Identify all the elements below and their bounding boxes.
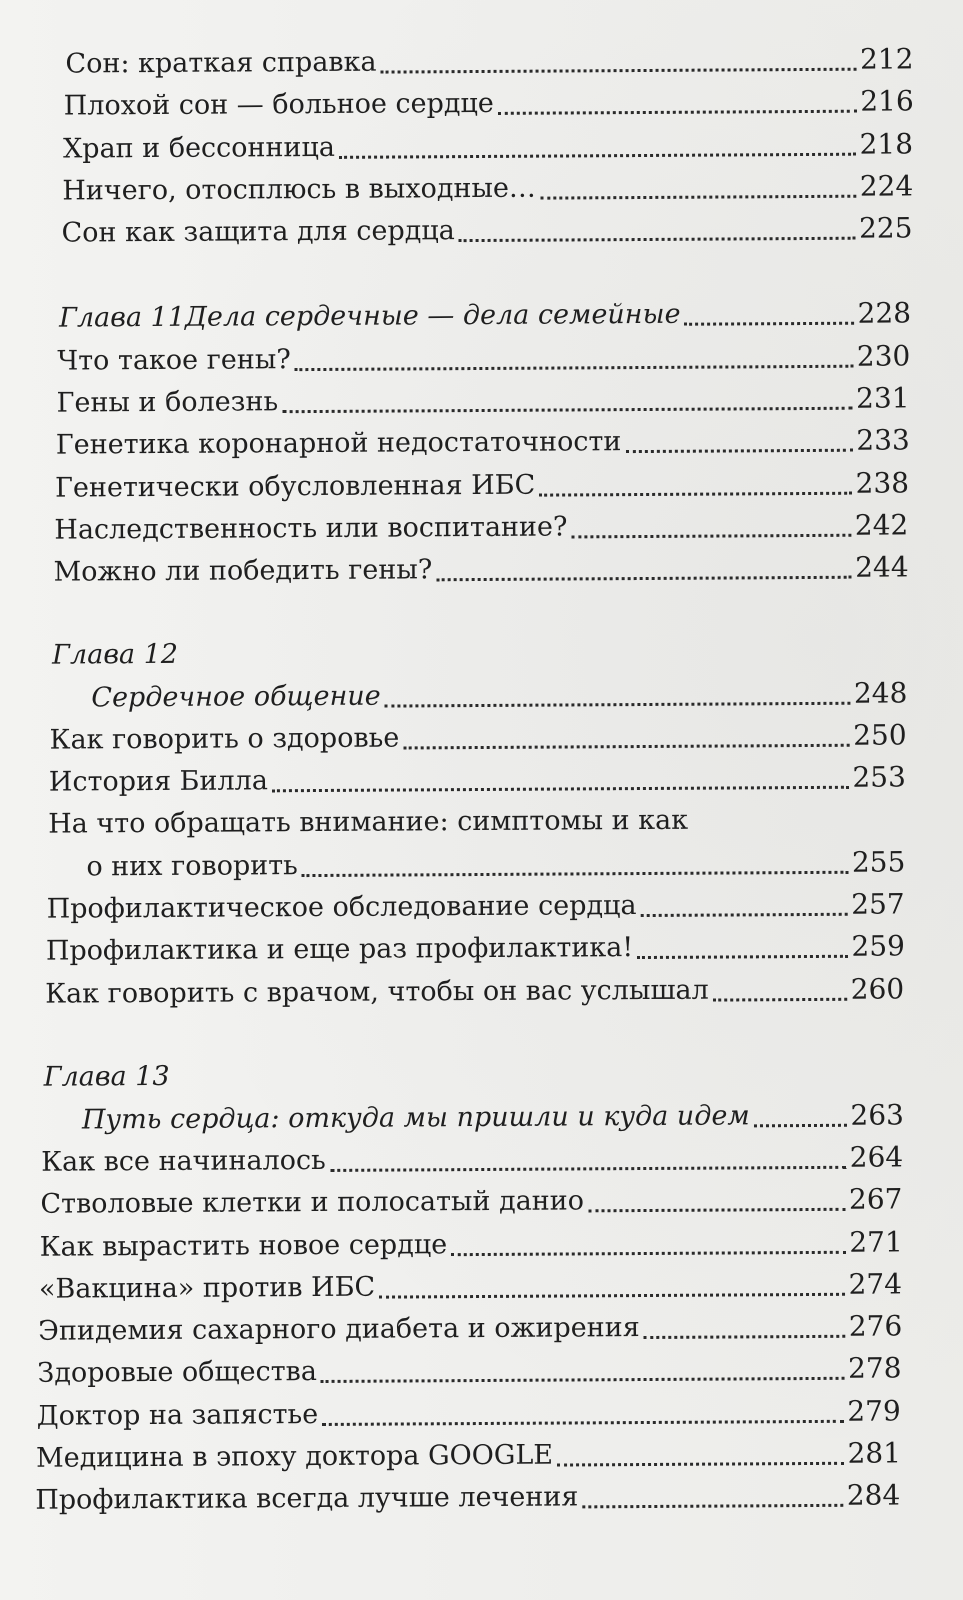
- dot-leader: [641, 912, 848, 917]
- toc-entry-title: Генетически обусловленная ИБС: [54, 469, 536, 504]
- toc-page-number: 216: [860, 84, 914, 118]
- dot-leader: [302, 870, 848, 877]
- dot-leader: [381, 67, 857, 74]
- toc-page-number: 250: [853, 718, 907, 752]
- toc-page-number: 233: [856, 423, 910, 457]
- chapter-13-title: Путь сердца: откуда мы пришли и куда идем: [81, 1100, 750, 1136]
- toc-entry: [86, 842, 905, 887]
- toc-entry: [45, 969, 904, 1014]
- toc-entry: [37, 1348, 901, 1393]
- toc-entry: [49, 757, 906, 802]
- toc-page-number: 231: [855, 381, 910, 415]
- toc-entry: [56, 378, 909, 423]
- toc-entry-title: Здоровые общества: [37, 1356, 318, 1389]
- dot-leader: [540, 194, 856, 200]
- dot-leader: [330, 1165, 846, 1172]
- toc-page-number: 244: [855, 550, 909, 584]
- toc-entry-title: Как говорить о здоровье: [49, 722, 400, 756]
- toc-entry: [38, 1306, 902, 1351]
- dot-leader: [572, 533, 851, 539]
- chapter-12-title: Сердечное общение: [91, 680, 381, 714]
- toc-entry: [53, 547, 908, 592]
- dot-leader: [588, 1207, 845, 1213]
- toc-entry-title: Храп и бессонница: [62, 131, 336, 165]
- toc-entry: [54, 505, 908, 550]
- toc-page-number: 248: [853, 676, 908, 710]
- toc-entry: [35, 1475, 900, 1520]
- dot-leader: [754, 1123, 847, 1128]
- toc-entry: [46, 926, 905, 971]
- dot-leader: [321, 1376, 844, 1383]
- toc-entry-title: Профилактика и еще раз профилактика!: [45, 932, 634, 967]
- toc-page-number: 276: [848, 1309, 903, 1343]
- toc-page-number: 281: [847, 1436, 902, 1470]
- dot-leader: [625, 448, 852, 453]
- chapter-13-heading: Глава 13: [43, 1060, 170, 1093]
- toc-entry-title: Генетика коронарной недостаточности: [55, 426, 622, 461]
- dot-leader: [339, 152, 856, 159]
- toc-page-number: 255: [851, 845, 906, 879]
- toc-page-number: 271: [849, 1225, 903, 1259]
- toc-page-number: 284: [846, 1478, 901, 1512]
- toc-entry: [61, 208, 912, 253]
- chapter-13-entry: [82, 1095, 904, 1140]
- toc-entry-title: Эпидемия сахарного диабета и ожирения: [38, 1312, 640, 1347]
- toc-entry: [57, 336, 910, 381]
- toc-page-number: 274: [848, 1267, 903, 1301]
- toc-page-number: 259: [851, 929, 906, 963]
- toc-entry-title: Наследственность или воспитание?: [54, 511, 568, 546]
- dot-leader: [644, 1334, 845, 1339]
- dot-leader: [436, 575, 851, 582]
- toc-entry: [36, 1433, 901, 1478]
- toc-page-number: 230: [856, 339, 911, 373]
- toc-entry: [65, 39, 913, 84]
- toc-entry-title: Ничего, отосплюсь в выходные…: [62, 172, 536, 207]
- toc-entry-title: Медицина в эпоху доктора GOOGLE: [35, 1439, 554, 1474]
- toc-entry-title: Сон как защита для сердца: [61, 215, 455, 249]
- toc-entry: [39, 1264, 902, 1309]
- dot-leader: [451, 1250, 845, 1256]
- chapter-12-entry: [91, 673, 907, 718]
- toc-entry-title: Профилактика всегда лучше лечения: [35, 1481, 579, 1516]
- toc-page-number: 263: [850, 1098, 905, 1132]
- dot-leader: [685, 321, 854, 326]
- dot-leader: [498, 109, 856, 115]
- toc-entry: [50, 715, 907, 760]
- toc-entry-title: Сон: краткая справка: [65, 46, 377, 80]
- toc-entry-title: «Вакцина» против ИБС: [38, 1271, 376, 1305]
- dot-leader: [557, 1461, 843, 1467]
- toc-entry: [40, 1222, 903, 1267]
- toc-page-number: 228: [857, 296, 912, 330]
- chapter-12-heading: Глава 12: [52, 638, 179, 671]
- dot-leader: [459, 236, 855, 242]
- toc-entry-title: Профилактическое обследование сердца: [46, 890, 637, 925]
- toc-entry-title: Доктор на запястье: [36, 1399, 319, 1432]
- dot-leader: [295, 364, 853, 371]
- dot-leader: [403, 743, 849, 750]
- toc-entry-title: История Билла: [48, 765, 268, 798]
- dot-leader: [379, 1292, 844, 1299]
- toc-entry-title-line1: На что обращать внимание: симптомы и как: [48, 804, 689, 840]
- chapter-11-entry: [59, 293, 911, 338]
- toc-page-number: 279: [847, 1394, 901, 1428]
- toc-entry: [37, 1391, 901, 1436]
- toc-entry-title: Как все начиналось: [41, 1144, 326, 1178]
- toc-entry-title: Как говорить с врачом, чтобы он вас услышал: [45, 974, 709, 1010]
- toc-page-number: 267: [848, 1182, 903, 1216]
- toc-entry: [40, 1179, 902, 1224]
- toc-page-number: 260: [850, 972, 905, 1006]
- toc-entry-title: Что такое гены?: [57, 344, 291, 377]
- toc-page-number: 257: [851, 887, 905, 921]
- toc-entry-title: Плохой сон — больное сердце: [63, 87, 494, 122]
- toc-entry: [47, 884, 905, 929]
- toc-entry: [56, 420, 910, 465]
- toc-page-number: 225: [858, 211, 913, 245]
- dot-leader: [272, 785, 849, 793]
- toc-entry-title: Стволовые клетки и полосатый данио: [40, 1185, 585, 1220]
- toc-page-number: 224: [859, 169, 914, 203]
- chapter-11-title: Глава 11Дела сердечные — дела семейные: [58, 298, 681, 334]
- toc-entry: [64, 81, 914, 126]
- dot-leader: [539, 491, 851, 497]
- toc-entry: [55, 463, 909, 508]
- dot-leader: [582, 1503, 842, 1509]
- toc-page-number: 212: [859, 42, 914, 76]
- toc-page-number: 238: [855, 466, 910, 500]
- toc-page-number: 242: [854, 508, 909, 542]
- toc-page-number: 264: [849, 1140, 904, 1174]
- dot-leader: [637, 954, 847, 959]
- toc-page-number: 218: [859, 127, 914, 161]
- toc-entry: [63, 124, 913, 169]
- toc-entry-title: о них говорить: [86, 850, 298, 883]
- toc-page-number: 278: [847, 1351, 902, 1385]
- toc-entry-title: Как вырастить новое сердце: [39, 1229, 448, 1263]
- toc-entry-title: Можно ли победить гены?: [53, 554, 433, 588]
- dot-leader: [713, 997, 847, 1002]
- toc-entry-title: Гены и болезнь: [56, 386, 279, 419]
- dot-leader: [322, 1419, 843, 1426]
- toc-entry: [62, 166, 913, 211]
- dot-leader: [282, 406, 852, 413]
- dot-leader: [385, 701, 850, 708]
- toc-page-number: 253: [852, 760, 906, 794]
- toc-entry: [41, 1137, 903, 1182]
